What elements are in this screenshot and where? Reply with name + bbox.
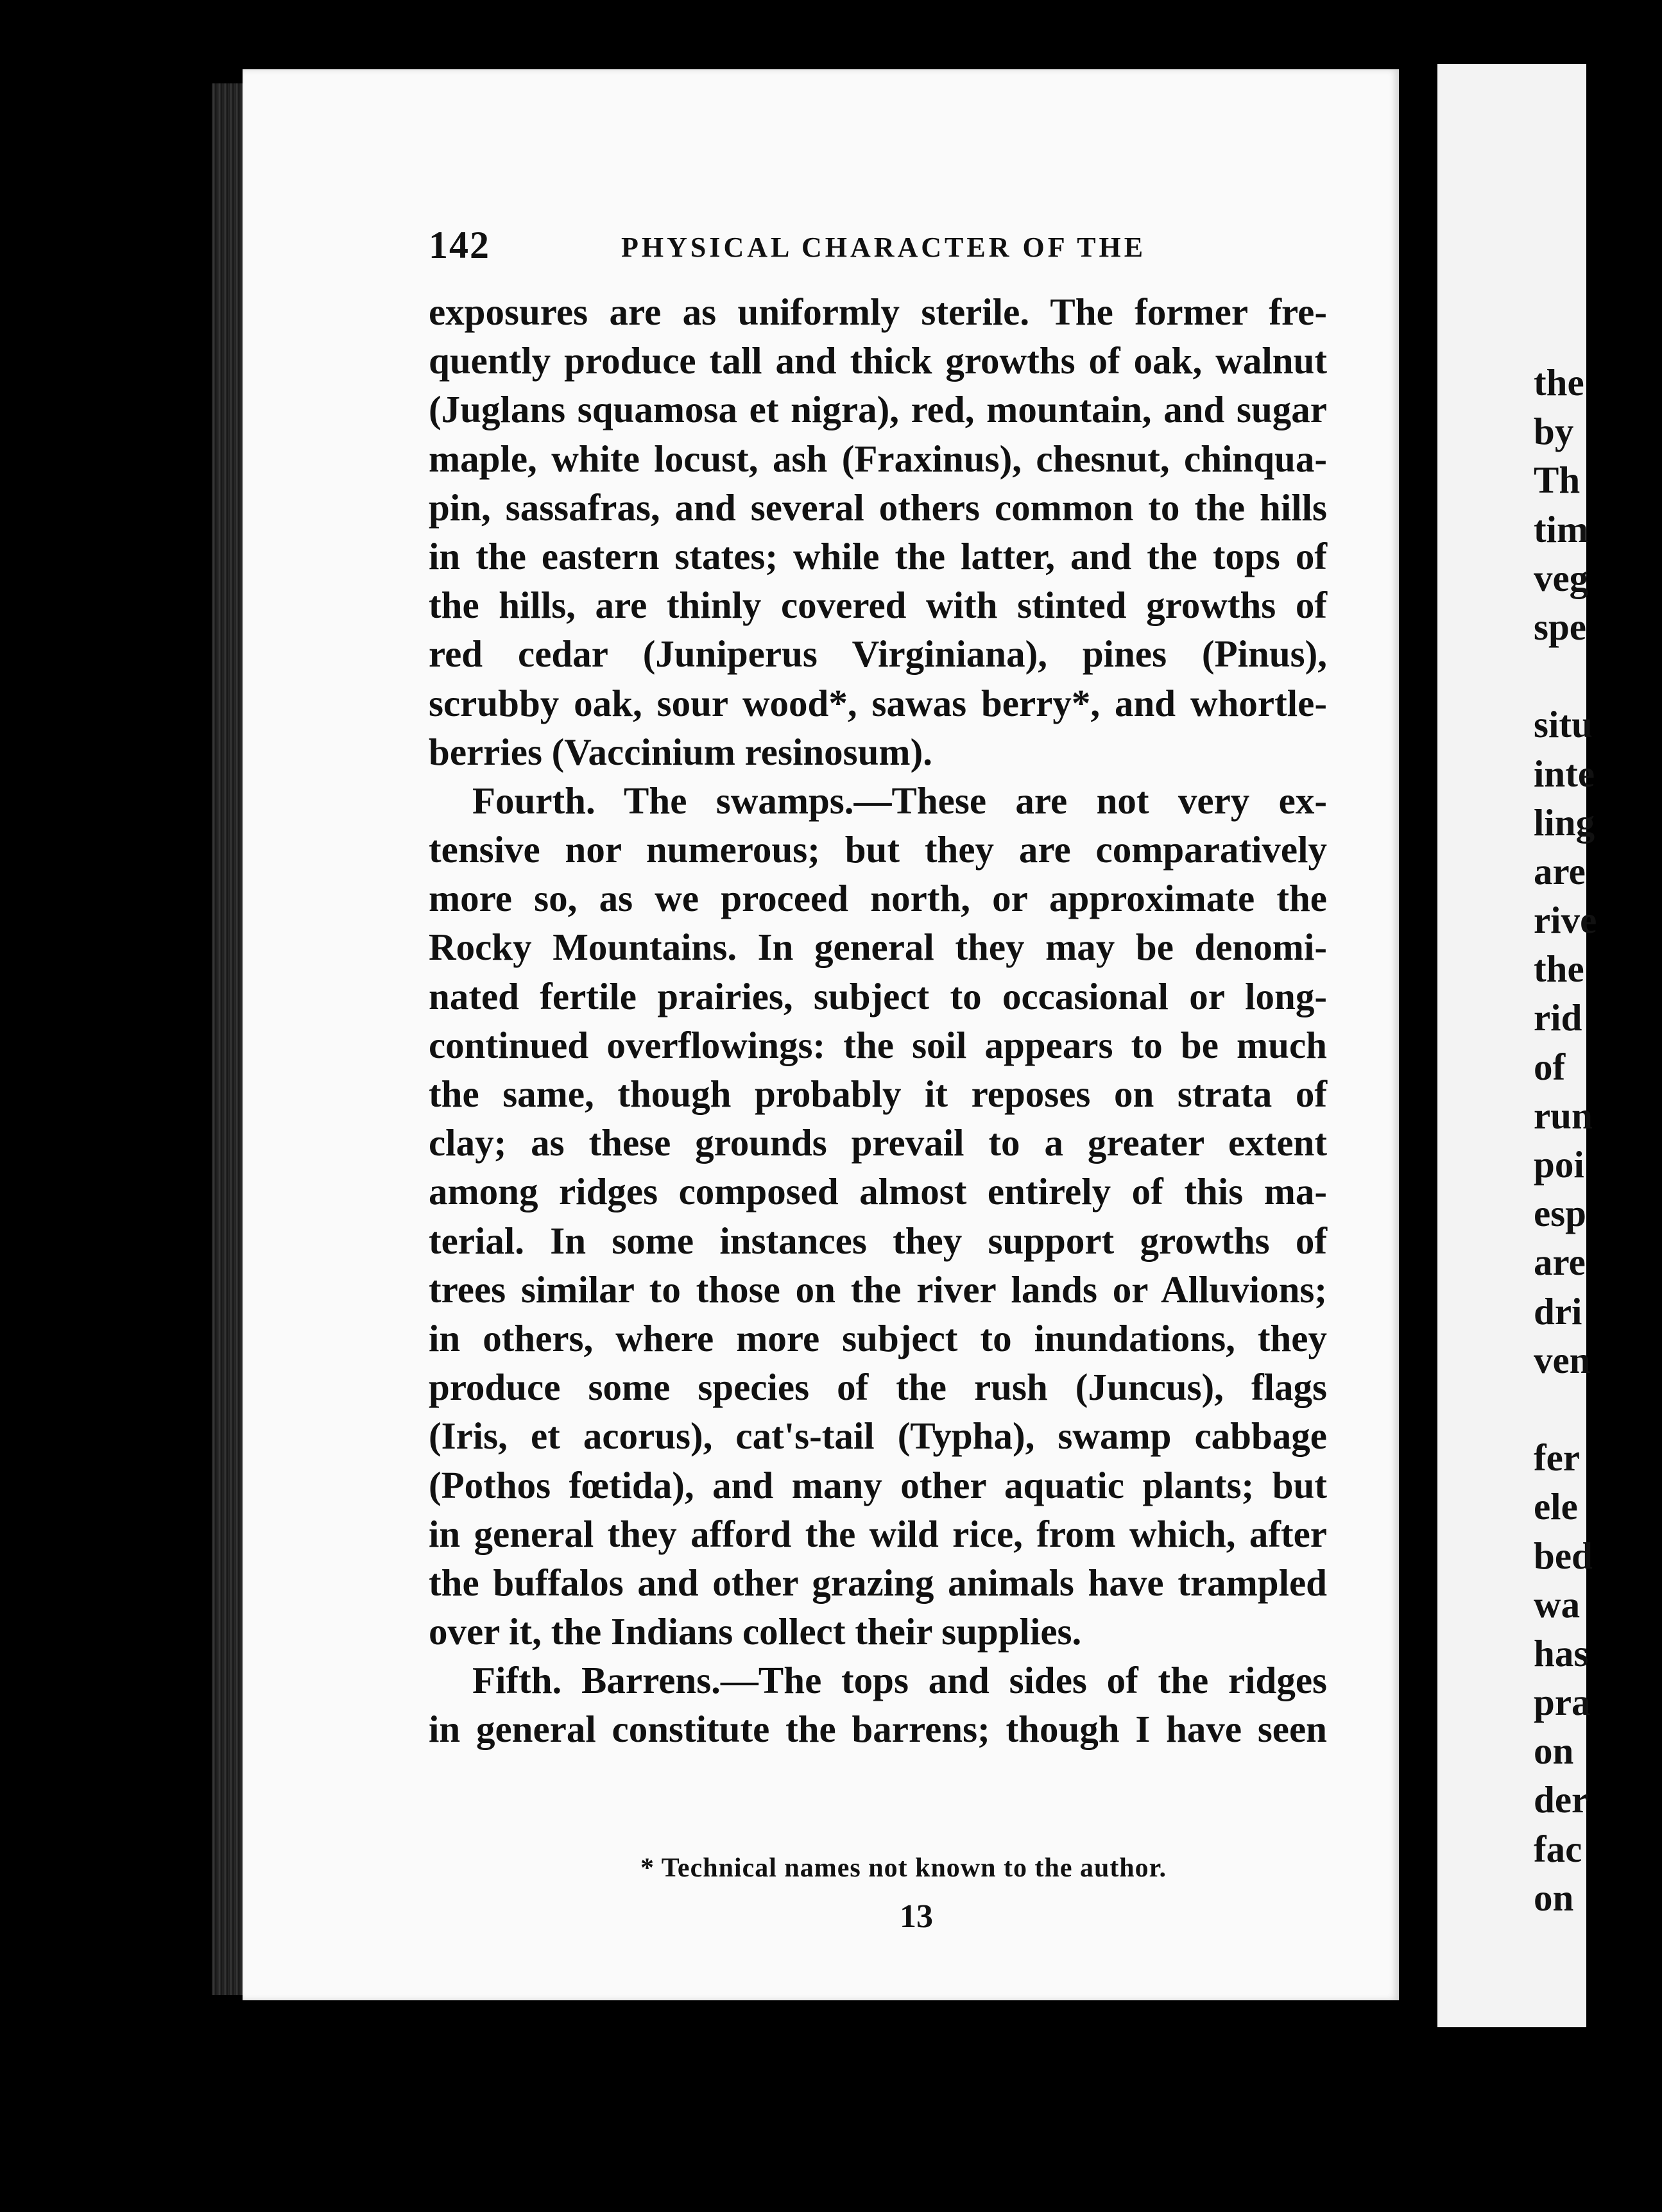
facing-page-line: ling [1534,801,1595,844]
facing-page-line: are [1534,1241,1586,1284]
facing-page-line: has [1534,1631,1589,1674]
text-line: exposures are as uniformly sterile. The former fre- [429,291,1327,333]
text-line: continued overflowings: the soil appears to be much [429,1023,1327,1066]
text-line: Rocky Mountains. In general they may be denomi- [429,926,1327,969]
text-line: (Juglans squamosa et nigra), red, mountain, and sugar [429,388,1327,431]
facing-page-line: inte [1534,752,1595,795]
text-line: in others, where more subject to inundations, they [429,1316,1327,1359]
text-line: over it, the Indians collect their supplies. [429,1610,1082,1653]
text-line: pin, sassafras, and several others common to the hills [429,486,1327,529]
text-line: the same, though probably it reposes on strata of [429,1073,1327,1115]
text-line: more so, as we proceed north, or approximate the [429,877,1327,920]
facing-page-line: fac [1534,1827,1582,1870]
facing-page-line: ven [1534,1338,1591,1381]
facing-page-line: wa [1534,1583,1581,1626]
footnote: * Technical names not known to the author. [640,1853,1167,1883]
facing-page-line: fer [1534,1436,1581,1479]
body-text [429,287,1327,1754]
text-line: in the eastern states; while the latter, and the tops of [429,534,1327,577]
facing-page-line: on [1534,1730,1574,1773]
text-line: nated fertile prairies, subject to occasional or long- [429,974,1327,1017]
text-line: terial. In some instances they support growths of [429,1219,1327,1262]
text-line: trees similar to those on the river lands or Alluvions; [429,1268,1327,1311]
text-line: quently produce tall and thick growths of oak, walnut [429,339,1327,382]
text-line: produce some species of the rush (Juncus), flags [429,1366,1327,1409]
facing-page-line: bed [1534,1534,1593,1577]
text-line: scrubby oak, sour wood*, sawas berry*, and whortle- [429,681,1327,724]
text-line: among ridges composed almost entirely of this ma- [429,1170,1327,1213]
facing-page-line: situ [1534,703,1593,746]
text-line: (Iris, et acorus), cat's-tail (Typha), swamp cabbage [429,1415,1327,1458]
text-line: the hills, are thinly covered with stinted growths of [429,584,1327,627]
facing-page-line: by [1534,410,1574,453]
facing-page-line: rive [1534,899,1597,942]
text-line: (Pothos fœtida), and many other aquatic plants; but [429,1463,1327,1506]
page-header [429,223,1327,275]
running-head: PHYSICAL CHARACTER OF THE [621,232,1147,263]
facing-page-line: on [1534,1876,1574,1919]
facing-page-line: der [1534,1778,1589,1821]
text-line: Fifth. Barrens.—The tops and sides of the ridges [472,1659,1327,1702]
facing-page-line: spe [1534,605,1586,648]
facing-page-line: pra [1534,1681,1591,1724]
text-line: the buffalos and other grazing animals have trampled [429,1561,1327,1604]
facing-page-text [1534,358,1662,1922]
text-line: red cedar (Juniperus Virginiana), pines (Pinus), [429,633,1327,676]
facing-page-edge [1437,64,1597,2027]
text-line: Fourth. The swamps.—These are not very ex- [472,779,1327,822]
text-line: clay; as these grounds prevail to a greater extent [429,1121,1327,1164]
text-line: tensive nor numerous; but they are comparatively [429,828,1327,871]
page-number: 142 [429,224,490,266]
text-line: berries (Vaccinium resinosum). [429,730,932,773]
facing-page-line: are [1534,849,1586,892]
facing-page-line: esp [1534,1192,1586,1235]
facing-page-line: of [1534,1045,1566,1088]
text-line: in general they afford the wild rice, from which, after [429,1512,1327,1555]
facing-page-line: veg [1534,556,1589,599]
text-line: maple, white locust, ash (Fraxinus), chesnut, chinqua- [429,437,1327,480]
facing-page-line: dri [1534,1289,1582,1332]
facing-page-line [1534,1384,1662,1433]
facing-page-line [1534,651,1662,700]
signature-mark: 13 [900,1898,933,1935]
facing-page-line: ele [1534,1485,1578,1528]
book-page [243,69,1399,2000]
facing-page-line: rid [1534,996,1582,1039]
facing-page-line: tim [1534,507,1589,550]
facing-page-line: run [1534,1094,1593,1137]
facing-page-line: poi [1534,1143,1584,1186]
text-line: in general constitute the barrens; though I have seen [429,1708,1327,1751]
facing-page-line: Th [1534,459,1581,502]
facing-page-line: the [1534,361,1584,404]
facing-page-line: the [1534,948,1584,991]
